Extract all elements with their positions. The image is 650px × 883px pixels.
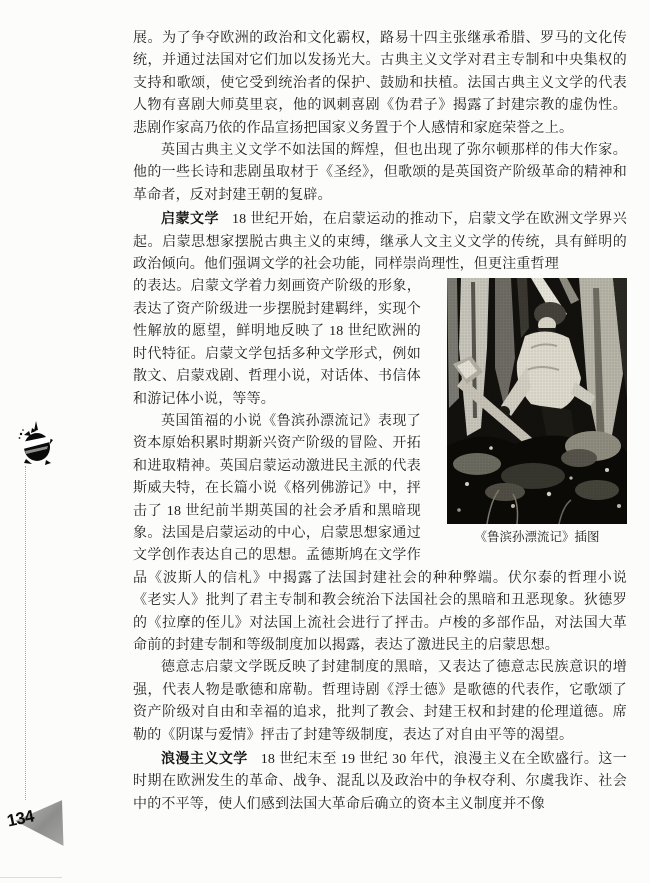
figure-caption: 《鲁滨孙漂流记》插图 [474,530,600,545]
section-heading-romanticism: 浪漫主义文学 [161,750,248,766]
paragraph-english-classicism: 英国古典主义文学不如法国的辉煌，但也出现了弥尔顿那样的伟大作家。他的一些长诗和悲剧虽取材于《圣经》，但歌颂的是英国资产阶级革命的精神和革命者，反对封建王朝的复辟。 [133,143,627,203]
paragraph-romanticism [133,747,627,816]
paragraph-enlightenment-rest: 的表达。启蒙文学着力刻画资产阶级的形象，表达了资产阶级进一步摆脱封建羁绊，实现个性解放的愿望，鲜明地反映了 18 世纪欧洲的时代特征。启蒙文学包括多种文学形式，例如散文、启蒙戏剧、哲理小说，对话体、书信体和游记体小说，等等。 [133,279,421,407]
page-number-tab [6,796,64,852]
enlightenment-intro-text: 18 世纪开始，在启蒙运动的推动下，启蒙文学在欧洲文学界兴起。启蒙思想家摆脱古典主义的束缚，继承人文主义文学的传统，具有鲜明的政治倾向。他们强调文学的社会功能，同样崇尚理性，但更注重哲理 [133,212,627,273]
page-number: 134 [5,806,36,831]
romanticism-intro-text: 18 世纪末至 19 世纪 30 年代，浪漫主义在全欧盛行。这一时期在欧洲发生的革命、战争、混乱以及政治中的争权夺利、尔虞我诈、社会中的不平等，使人们感到法国大革命后确立的资本主义制度并不像 [133,752,627,812]
section-heading-enlightenment: 启蒙文学 [161,210,219,227]
robinson-crusoe-illustration [447,278,627,524]
paragraph-classicism-continued: 展。为了争夺欧洲的政治和文化霸权，路易十四主张继承希腊、罗马的文化传统，并通过法国对它们加以发扬光大。古典主义文学对君主专制和中央集权的支持和歌颂，使它受到统治者的保护、鼓励和扶植。法国古典主义文学的代表人物有喜剧大师莫里哀，他的讽刺喜剧《伪君子》揭露了封建宗教的虚伪性。悲剧作家高乃依的作品宣扬把国家义务置于个人感情和家庭荣誉之上。 [133,31,627,136]
text-column [133,28,627,816]
paragraph-enlightenment-intro [133,207,627,276]
scan-edge-artifact [0,877,62,878]
paragraph-german-enlightenment: 德意志启蒙文学既反映了封建制度的黑暗，又表达了德意志民族意识的增强，代表人物是歌德和席勒。哲理诗剧《浮士德》是歌德的代表作，它歌颂了资产阶级对自由和幸福的追求，批判了教会、封建王权和封建的伦理道德。席勒的《阴谋与爱情》抨击了封建等级制度，表达了对自由平等的渴望。 [133,660,627,743]
figure-wrap-section [133,276,627,657]
robinson-crusoe-figure [447,278,627,545]
chapter-ornament-icon [18,420,54,466]
margin-divider-line [25,466,26,800]
paragraph-defoe-swift-france: 英国笛福的小说《鲁滨孙漂流记》表现了资本原始积累时期新兴资产阶级的冒险、开拓和进取精神。英国启蒙运动激进民主派的代表斯威夫特，在长篇小说《格列佛游记》中，抨击了 18 世纪前半期英国的社会矛盾和黑暗现象。法国是启蒙运动的中心，启蒙思想家通过文学创作表达自己的思想。孟德斯鸠在文学作品《波斯人的信札》中揭露了法国封建社会的种种弊端。伏尔泰的哲理小说《老实人》批判了君主专制和教会统治下法国社会的黑暗和丑恶现象。狄德罗的《拉摩的侄儿》对法国上流社会进行了抨击。卢梭的多部作品，对法国大革命前的封建专制和等级制度加以揭露，表达了激进民主的启蒙思想。 [133,413,627,653]
